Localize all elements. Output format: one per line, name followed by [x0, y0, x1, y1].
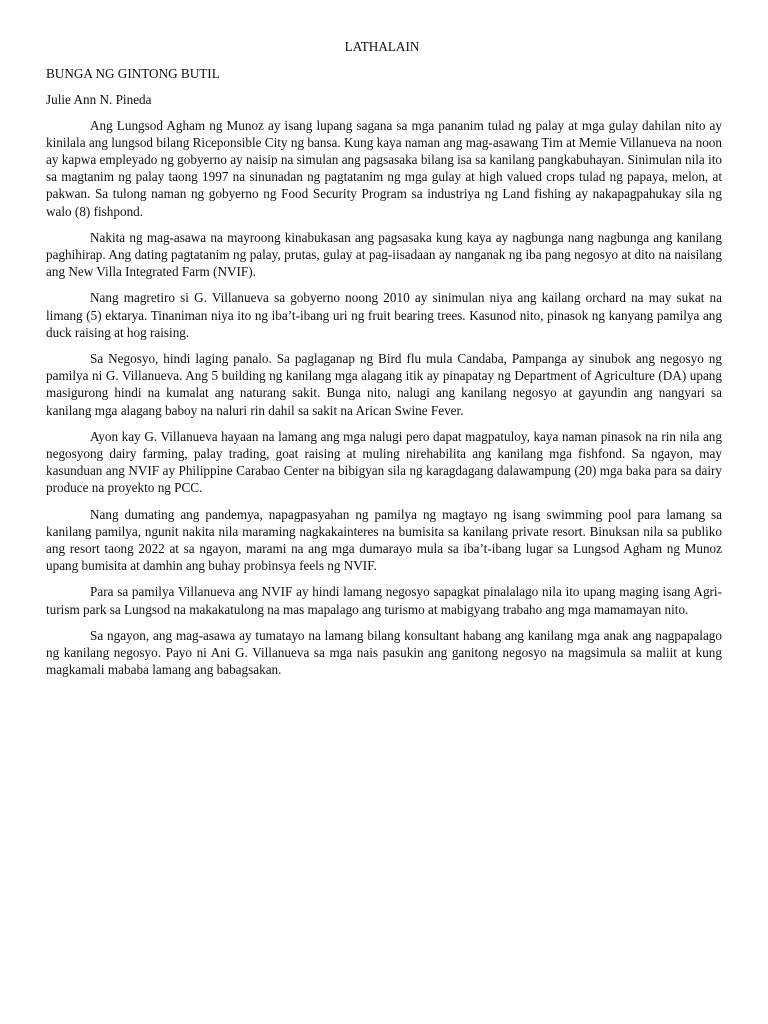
paragraph-5: Ayon kay G. Villanueva hayaan na lamang ang mga nalugi pero dapat magpatuloy, kaya naman pinasok na rin nila ang negosyong dairy farming, palay trading, goat raising at muling nirehabilita ang kanilang mga fishfond. Sa ngayon, may kasunduan ang NVIF ay Philippine Carabao Center na bibigyan sila ng karagdagang dalawampung (20) mga baka para sa dairy produce na proyekto ng PCC.: [46, 428, 722, 496]
section-label: LATHALAIN: [344, 39, 420, 54]
document-page: [46, 38, 722, 688]
article-title: BUNGA NG GINTONG BUTIL: [46, 66, 220, 82]
paragraph-4: Sa Negosyo, hindi laging panalo. Sa paglaganap ng Bird flu mula Candaba, Pampanga ay sinubok ang negosyo ng pamilya ni G. Villanueva. Ang 5 building ng kanilang mga alagang itik ay pinapatay ng Department of Agriculture (DA) upang masigurong hindi na kumalat ang naturang sakit. Bunga nito, nalugi ang kanilang negosyo at gayundin ang nangyari sa kanilang mga alagang baboy na naluri rin dahil sa sakit na Arican Swine Fever.: [46, 351, 722, 418]
paragraph-2: Nakita ng mag-asawa na mayroong kinabukasan ang pagsasaka kung kaya ay nagbunga nang nagbunga ang kanilang paghihirap. Ang dating pagtatanim ng palay, prutas, gulay at pag-iisadaan ay nanganak ng iba pang negosyo at dito na naisilang ang New Villa Integrated Farm (NVIF).: [46, 229, 722, 280]
paragraph-6: Nang dumating ang pandemya, napagpasyahan ng pamilya ng magtayo ng isang swimming pool para lamang sa kanilang pamilya, ngunit nakita nila maraming nagkakainteres na bumisita sa kanilang private resort. Binuksan nila sa publiko ang resort taong 2022 at sa ngayon, marami na ang mga dumarayo mula sa iba’t-ibang lugar sa Lungsod Agham ng Munoz upang bumisita at damhin ang buhay probinsya feels ng NVIF.: [46, 506, 722, 574]
paragraph-1: Ang Lungsod Agham ng Munoz ay isang lupang sagana sa mga pananim tulad ng palay at mga gulay dahilan nito ay kinilala ang lungsod bilang Riceponsible City ng bansa. Kung kaya naman ang mag-asawang Tim at Memie Villanueva na noon ay kapwa empleyado ng gobyerno ay naisip na simulan ang pagsasaka bilang isa sa kanilang pangkabuhayan. Sinimulan nila ito sa magtanim ng palay taong 1997 na sinunadan ng pagtatanim ng mga gulay at high valued crops tulad ng papaya, melon, at pakwan. Sa tulong naman ng gobyerno ng Food Security Program sa industriya ng Land fishing ay nakapagpahukay sila ng walo (8) fishpond.: [46, 117, 722, 219]
paragraph-3: Nang magretiro si G. Villanueva sa gobyerno noong 2010 ay sinimulan niya ang kailang orchard na may sukat na limang (5) ektarya. Tinaniman niya ito ng iba’t-ibang uri ng fruit bearing trees. Kasunod nito, pinasok ng kanyang pamilya ang duck raising at hog raising.: [46, 290, 722, 340]
paragraph-7: Para sa pamilya Villanueva ang NVIF ay hindi lamang negosyo sapagkat pinalalago nila ito upang maging isang Agri-turism park sa Lungsod na makakatulong na mas mapalago ang turismo at mabigyang trabaho ang mga mamamayan nito.: [46, 584, 722, 617]
paragraph-8: Sa ngayon, ang mag-asawa ay tumatayo na lamang bilang konsultant habang ang kanilang mga anak ang nagpapalago ng kanilang negosyo. Payo ni Ani G. Villanueva sa mga nais pasukin ang ganitong negosyo na magsimula sa maliit at kung magkamali mababa lamang ang babagsakan.: [46, 627, 722, 678]
author-name: Julie Ann N. Pineda: [46, 92, 152, 108]
